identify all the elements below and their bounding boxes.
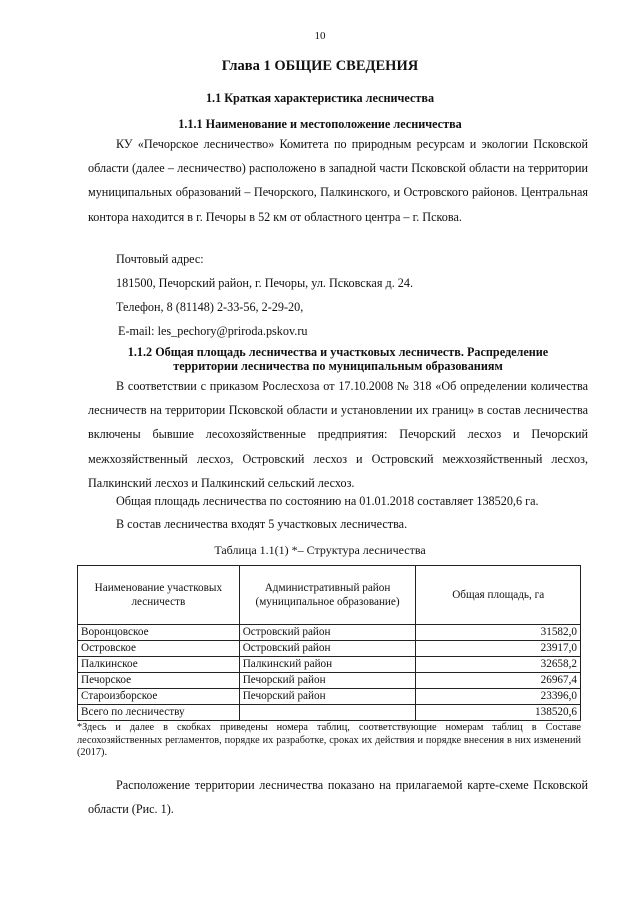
table-footnote: *Здесь и далее в скобках приведены номера таблиц, соответствующие номерам таблиц в Составе лесохозяйственных регламентов, порядке их разработке, сроках их действия и порядке внесения в них изменений (2017). — [77, 722, 581, 759]
cell-district-name: Печорское — [78, 673, 240, 689]
address-label: Почтовый адрес: — [116, 252, 204, 266]
section-heading-1-1-1: 1.1.1 Наименование и местоположение лесничества — [178, 117, 462, 131]
table-row — [78, 641, 581, 657]
table-row — [78, 625, 581, 641]
chapter-title: Глава 1 ОБЩИЕ СВЕДЕНИЯ — [221, 58, 419, 74]
cell-admin-region: Палкинский район — [239, 657, 416, 673]
cell-admin-region: Островский район — [239, 625, 416, 641]
header-total-area: Общая площадь, га — [416, 566, 581, 625]
section-heading-1-1-2-line1: 1.1.2 Общая площадь лесничества и участковых лесничеств. Распределение — [127, 345, 549, 359]
cell-district-name: Воронцовское — [78, 625, 240, 641]
cell-area: 23396,0 — [416, 689, 581, 705]
cell-admin-region: Печорский район — [239, 689, 416, 705]
section-heading-1-1-2-line2: территории лесничества по муниципальным образованиям — [173, 359, 503, 373]
phone-numbers: Телефон, 8 (81148) 2-33-56, 2-29-20, — [116, 300, 304, 314]
cell-area: 31582,0 — [416, 625, 581, 641]
section-heading-1-1-2 — [88, 345, 588, 373]
cell-admin-region: Печорский район — [239, 673, 416, 689]
email-address: E-mail: les_pechory@priroda.pskov.ru — [118, 324, 308, 338]
table-header-row — [78, 566, 581, 625]
cell-district-name: Староизборское — [78, 689, 240, 705]
paragraph-total-area: Общая площадь лесничества по состоянию на 01.01.2018 составляет 138520,6 га. — [116, 494, 539, 508]
cell-area: 32658,2 — [416, 657, 581, 673]
cell-admin-region: Островский район — [239, 641, 416, 657]
table-caption: Таблица 1.1(1) *– Структура лесничества — [214, 543, 426, 557]
cell-district-name: Островское — [78, 641, 240, 657]
table-row — [78, 689, 581, 705]
table-row — [78, 657, 581, 673]
postal-address: 181500, Печорский район, г. Печоры, ул. Псковская д. 24. — [116, 276, 414, 290]
cell-area: 23917,0 — [416, 641, 581, 657]
table-total-row — [78, 705, 581, 721]
header-district-name: Наименование участковых лесничеств — [78, 566, 240, 625]
cell-total-region — [239, 705, 416, 721]
section-heading-1-1: 1.1 Краткая характеристика лесничества — [205, 91, 435, 105]
paragraph-location: КУ «Печорское лесничество» Комитета по природным ресурсам и экологии Псковской области (далее – лесничество) расположено в западной части Псковской области на территории муниципальных образований – Печорского, Палкинского, и Островского районов. Центральная контора находится в г. Печоры в 52 км от областного центра – г. Пскова. — [88, 137, 588, 224]
header-admin-region: Административный район (муниципальное образование) — [239, 566, 416, 625]
page-number: 10 — [314, 30, 326, 42]
cell-area: 26967,4 — [416, 673, 581, 689]
cell-total-area: 138520,6 — [416, 705, 581, 721]
paragraph-district-count: В состав лесничества входят 5 участковых лесничества. — [116, 517, 408, 531]
cell-district-name: Палкинское — [78, 657, 240, 673]
forestry-structure-table — [77, 565, 581, 721]
paragraph-map-reference: Расположение территории лесничества показано на прилагаемой карте-схеме Псковской области (Рис. 1). — [88, 778, 588, 816]
paragraph-order: В соответствии с приказом Рослесхоза от 17.10.2008 № 318 «Об определении количества лесничеств на территории Псковской области и установлении их границ» в состав лесничества включены бывшие лесохозяйственные предприятия: Печорский лесхоз и Печорский межхозяйственный лесхоз, Островский лесхоз и Островский межхозяйственный лесхоз, Палкинский лесхоз и Палкинский сельский лесхоз. — [88, 379, 588, 490]
cell-total-label: Всего по лесничеству — [78, 705, 240, 721]
table-row — [78, 673, 581, 689]
